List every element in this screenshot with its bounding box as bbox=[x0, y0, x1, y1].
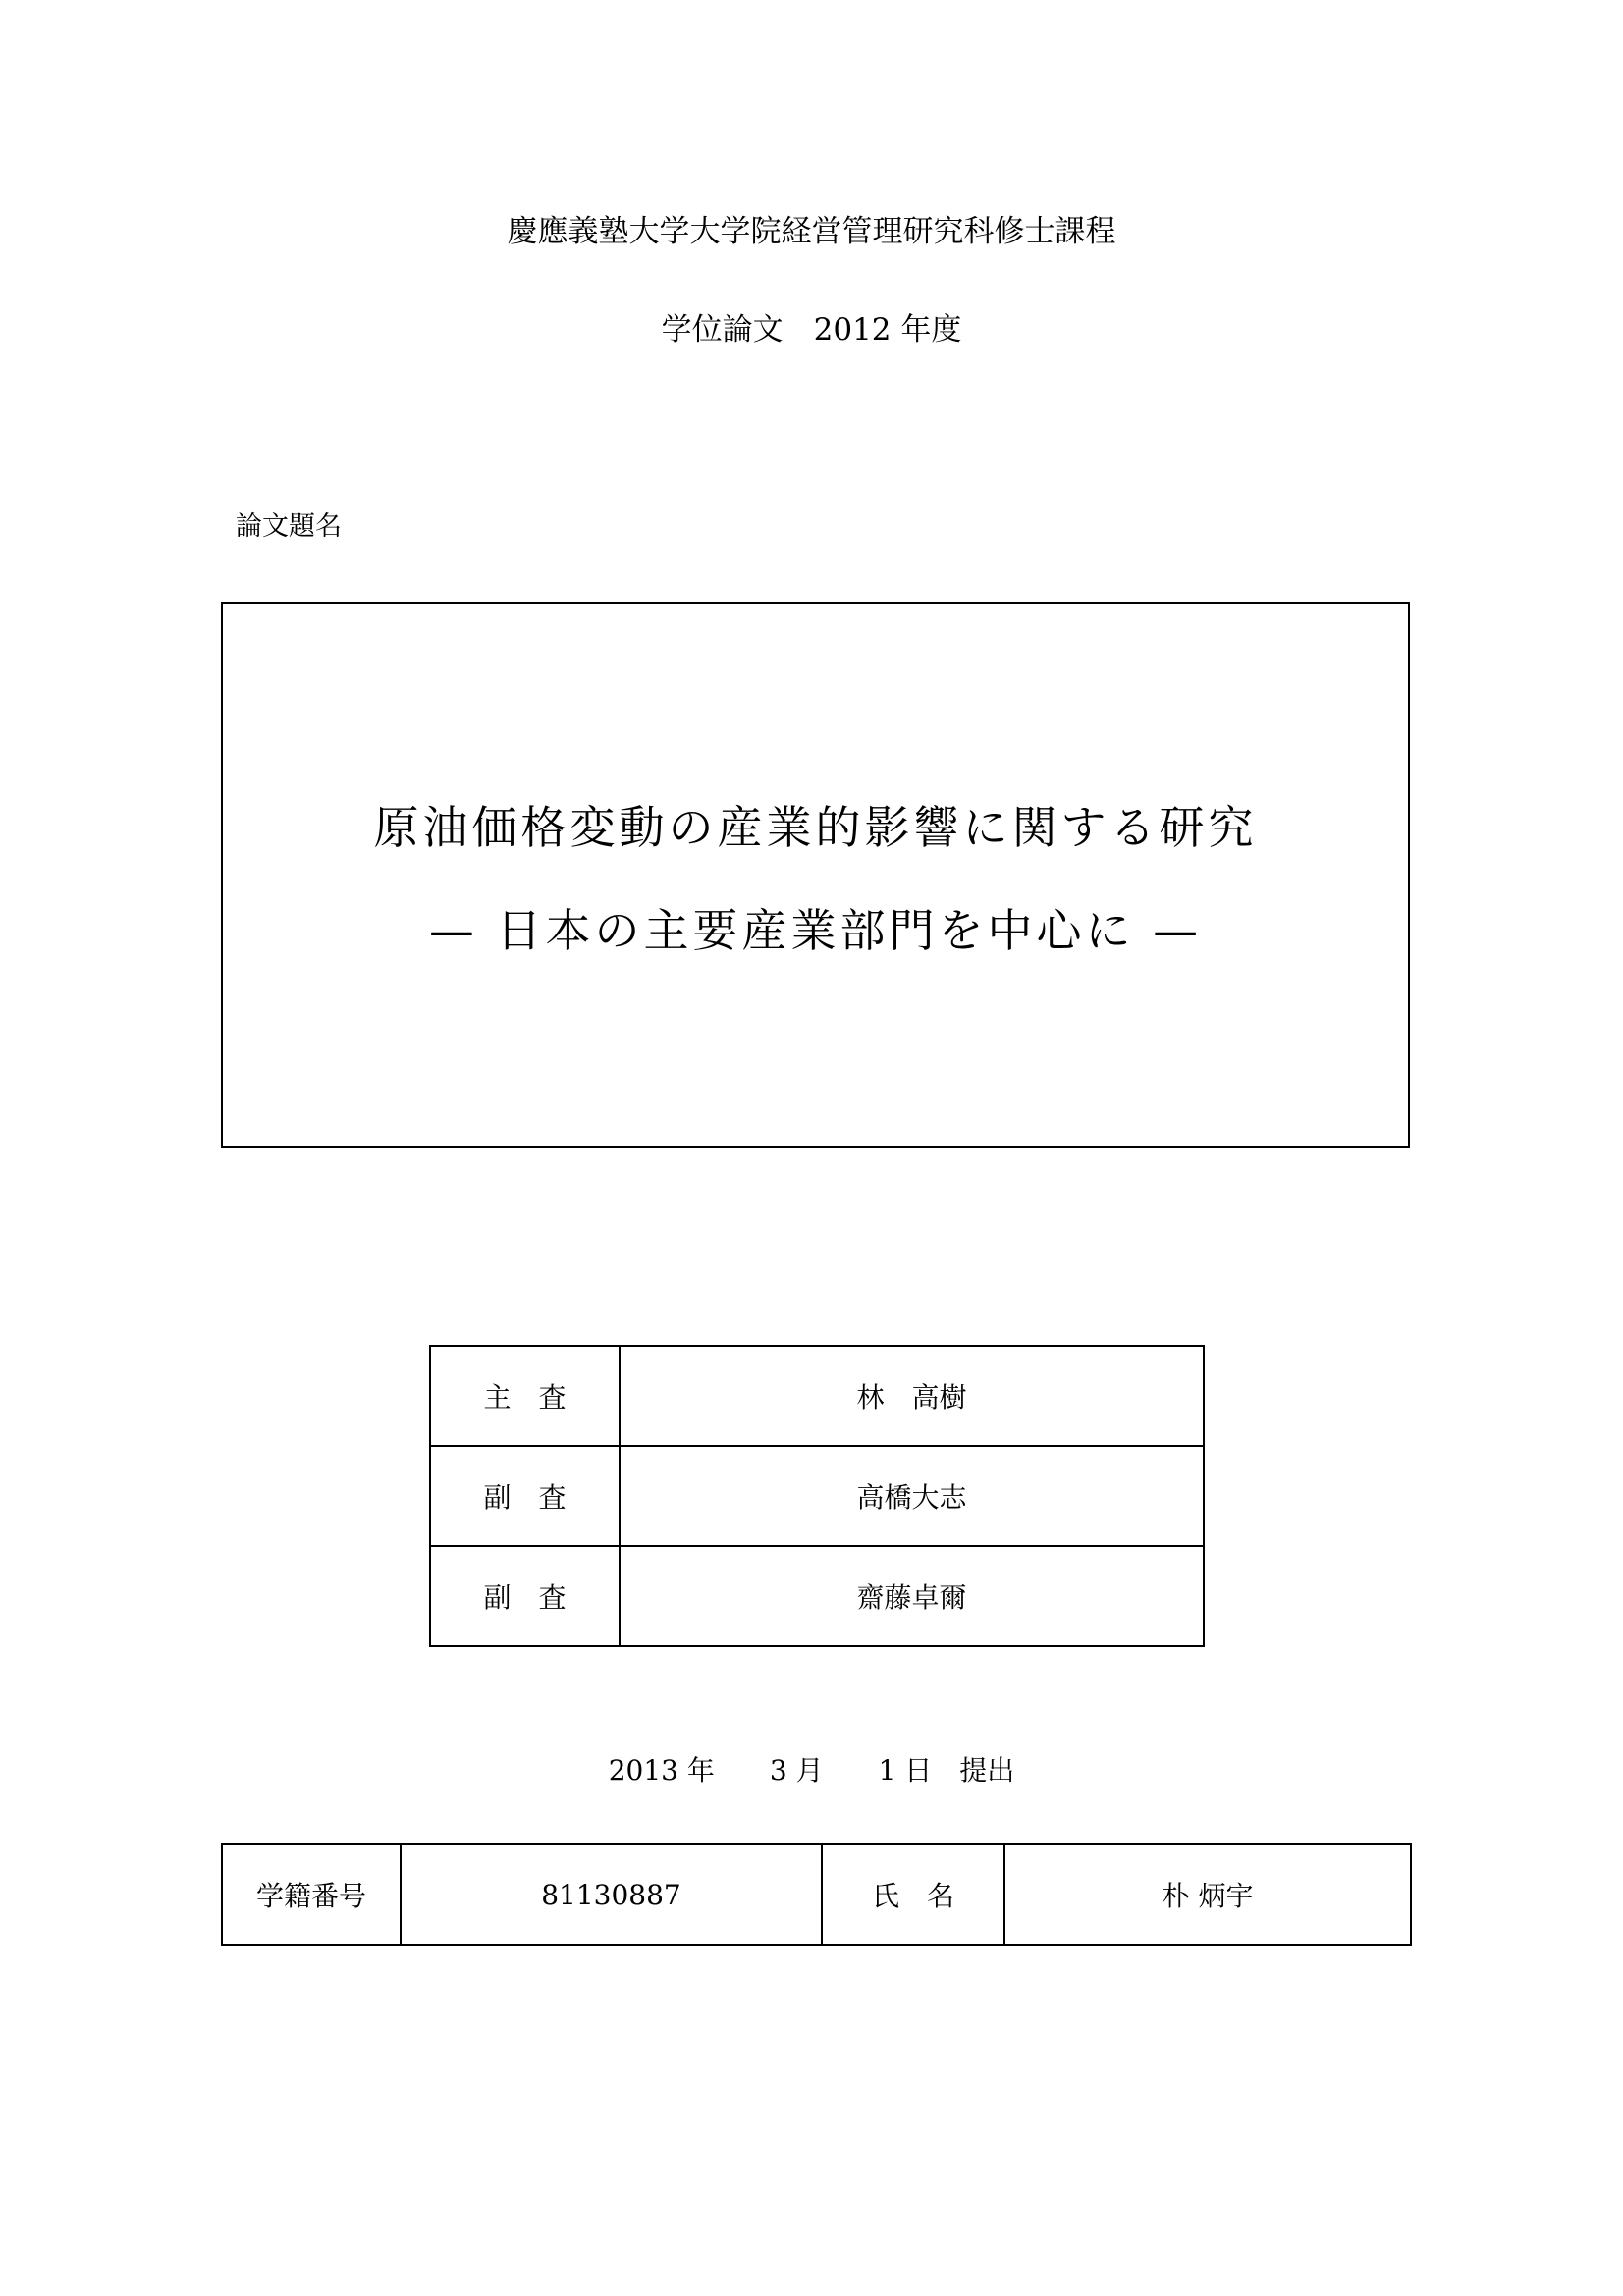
student-info-table bbox=[221, 1843, 1412, 1946]
examiner-table bbox=[429, 1345, 1205, 1647]
thesis-title-box bbox=[221, 602, 1410, 1148]
submission-date: 2013 年 3 月 1 日 提出 bbox=[608, 1754, 1015, 1787]
examiner-role-cell: 副 査 bbox=[430, 1546, 620, 1646]
examiner-role-cell: 主 査 bbox=[430, 1346, 620, 1446]
student-id-label: 学籍番号 bbox=[222, 1844, 401, 1945]
thesis-main-title: 原油価格変動の産業的影響に関する研究 bbox=[373, 801, 1258, 854]
examiner-name-cell: 林 高樹 bbox=[620, 1346, 1204, 1446]
examiner-row bbox=[430, 1446, 1204, 1546]
examiner-name-cell: 齋藤卓爾 bbox=[620, 1546, 1204, 1646]
examiner-row bbox=[430, 1346, 1204, 1446]
degree-year-heading: 学位論文 2012 年度 bbox=[661, 312, 962, 347]
thesis-title-label: 論文題名 bbox=[236, 511, 342, 542]
student-name-label: 氏 名 bbox=[822, 1844, 1004, 1945]
examiner-role-cell: 副 査 bbox=[430, 1446, 620, 1546]
thesis-subtitle: — 日本の主要産業部門を中心に — bbox=[428, 904, 1203, 957]
examiner-name-cell: 高橋大志 bbox=[620, 1446, 1204, 1546]
university-program-heading: 慶應義塾大学大学院経営管理研究科修士課程 bbox=[507, 214, 1116, 249]
student-id-value: 81130887 bbox=[401, 1844, 822, 1945]
student-info-row bbox=[222, 1844, 1411, 1945]
examiner-row bbox=[430, 1546, 1204, 1646]
student-name-value: 朴 炳宇 bbox=[1004, 1844, 1411, 1945]
